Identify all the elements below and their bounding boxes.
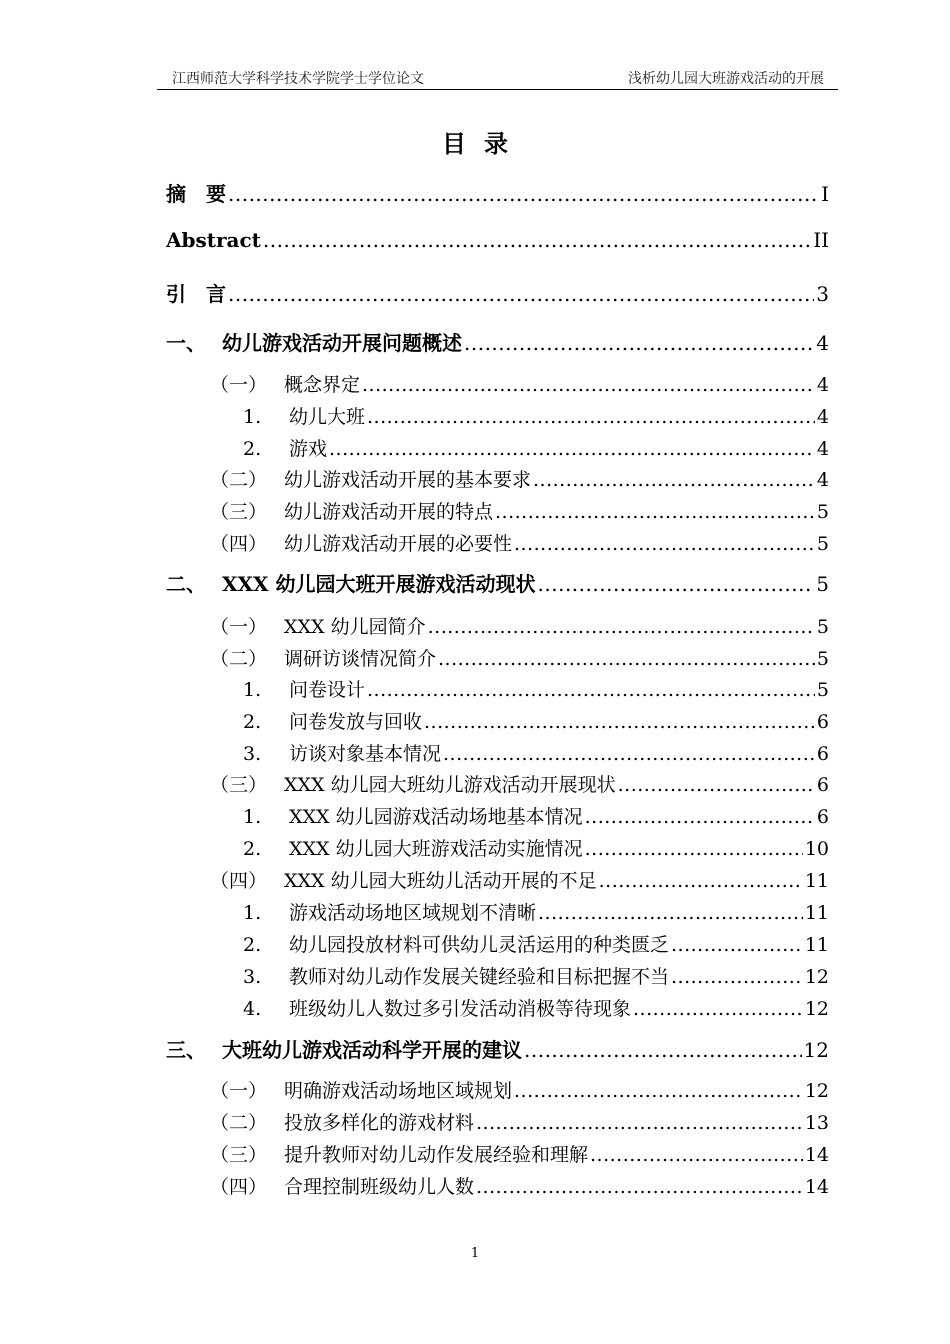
page-title: 目录 [442, 129, 526, 158]
toc-entry-title: XXX 幼儿园大班开展游戏活动现状 [222, 572, 536, 596]
toc-entry-page: 3 [816, 282, 829, 306]
toc-entry-number: 4. [243, 998, 262, 1020]
toc-entry-number: 1. [243, 806, 262, 828]
toc-entry[interactable] [243, 930, 829, 957]
toc-entry-title: 提升教师对幼儿动作发展经验和理解 [284, 1144, 589, 1166]
toc-leader-dots [329, 438, 815, 460]
toc-entry-number: （四） [210, 870, 268, 892]
toc-entry[interactable] [210, 770, 829, 797]
toc-entry[interactable] [243, 402, 829, 429]
toc-entry[interactable] [166, 228, 829, 252]
toc-leader-dots [671, 934, 803, 956]
toc-entry-page: 14 [804, 1176, 829, 1198]
toc-leader-dots [367, 406, 815, 428]
toc-leader-dots [514, 1080, 803, 1102]
toc-entry[interactable] [210, 1140, 829, 1167]
toc-entry-number: （四） [210, 533, 268, 555]
toc-entry-page: 10 [804, 838, 829, 860]
toc-leader-dots [228, 282, 814, 306]
toc-leader-dots [428, 616, 815, 638]
toc-entry[interactable] [243, 962, 829, 989]
toc-leader-dots [599, 870, 803, 892]
toc-entry-page: 6 [816, 743, 829, 765]
toc-entry[interactable] [210, 529, 829, 556]
toc-leader-dots [228, 182, 817, 206]
toc-entry-page: 4 [816, 469, 829, 491]
toc-entry-number: （二） [210, 1112, 268, 1134]
header-divider [157, 89, 838, 90]
toc-entry[interactable] [210, 1108, 829, 1135]
toc-entry-page: 14 [804, 1144, 829, 1166]
toc-entry[interactable] [210, 370, 829, 397]
toc-entry[interactable] [210, 497, 829, 524]
toc-entry-title: 幼儿大班 [289, 406, 366, 428]
toc-leader-dots [538, 572, 815, 596]
toc-entry-title: 调研访谈情况简介 [284, 648, 437, 670]
toc-leader-dots [524, 1038, 802, 1062]
toc-leader-dots [533, 469, 815, 491]
toc-entry[interactable] [210, 1076, 829, 1103]
toc-leader-dots [585, 806, 815, 828]
toc-leader-dots [514, 533, 815, 555]
toc-entry-number: （一） [210, 616, 268, 638]
toc-entry-number: 1. [243, 902, 262, 924]
toc-entry-number: 2. [243, 438, 262, 460]
toc-entry-page: 6 [816, 711, 829, 733]
toc-entry-number: Abstract [166, 228, 261, 252]
toc-entry-title: 大班幼儿游戏活动科学开展的建议 [222, 1038, 522, 1062]
toc-entry-title: 明确游戏活动场地区域规划 [284, 1080, 513, 1102]
toc-leader-dots [362, 374, 815, 396]
toc-entry[interactable] [243, 675, 829, 702]
toc-entry[interactable] [243, 434, 829, 461]
toc-entry-number: （一） [210, 1080, 268, 1102]
toc-entry-title: 班级幼儿人数过多引发活动消极等待现象 [289, 998, 632, 1020]
toc-entry[interactable] [166, 1034, 829, 1063]
toc-entry[interactable] [243, 802, 829, 829]
toc-entry-page: 12 [803, 1038, 829, 1062]
toc-entry-page: 5 [816, 616, 829, 638]
toc-entry-title: 游戏 [289, 438, 328, 460]
toc-entry-page: 5 [816, 533, 829, 555]
toc-entry-title: 幼儿园投放材料可供幼儿灵活运用的种类匮乏 [289, 934, 670, 956]
toc-entry[interactable] [166, 568, 829, 597]
toc-entry-number: 1. [243, 679, 262, 701]
toc-leader-dots [263, 228, 811, 252]
toc-entry-title: 问卷发放与回收 [289, 711, 423, 733]
toc-entry-page: 5 [816, 501, 829, 523]
toc-entry-page: 5 [816, 679, 829, 701]
toc-entry-number: 1. [243, 406, 262, 428]
toc-entry-number: 2. [243, 838, 262, 860]
toc-entry-number: 三、 [166, 1038, 206, 1062]
toc-entry-title: XXX 幼儿园大班幼儿游戏活动开展现状 [284, 774, 616, 796]
toc-leader-dots [476, 1176, 803, 1198]
toc-leader-dots [495, 501, 815, 523]
toc-leader-dots [424, 711, 815, 733]
toc-entry-page: 11 [804, 870, 829, 892]
toc-entry-title: XXX 幼儿园简介 [284, 616, 426, 638]
toc-leader-dots [438, 648, 815, 670]
toc-entry-title: XXX 幼儿园游戏活动场地基本情况 [289, 806, 583, 828]
toc-entry-title: 投放多样化的游戏材料 [284, 1112, 475, 1134]
toc-entry[interactable] [166, 178, 829, 207]
toc-entry-title: XXX 幼儿园大班幼儿活动开展的不足 [284, 870, 597, 892]
toc-entry-page: 12 [804, 1080, 829, 1102]
toc-entry[interactable] [243, 707, 829, 734]
toc-leader-dots [585, 838, 803, 860]
toc-entry-page: II [813, 228, 829, 252]
header-left-title: 江西师范大学科学技术学院学士学位论文 [172, 71, 424, 87]
toc-entry-page: 6 [816, 774, 829, 796]
toc-leader-dots [538, 902, 803, 924]
toc-leader-dots [633, 998, 803, 1020]
toc-entry[interactable] [210, 644, 829, 671]
toc-entry-page: 5 [816, 572, 829, 596]
toc-entry-page: 5 [816, 648, 829, 670]
toc-entry[interactable] [210, 866, 829, 893]
toc-leader-dots [443, 743, 815, 765]
toc-entry-page: 12 [804, 998, 829, 1020]
toc-entry-page: 4 [816, 374, 829, 396]
toc-entry[interactable] [243, 739, 829, 766]
toc-entry-title: 幼儿游戏活动开展的必要性 [284, 533, 513, 555]
toc-entry-title: 问卷设计 [289, 679, 366, 701]
toc-entry[interactable] [243, 994, 829, 1021]
toc-entry-title: XXX 幼儿园大班游戏活动实施情况 [289, 838, 583, 860]
toc-entry-page: I [821, 182, 829, 206]
toc-entry-number: 2. [243, 934, 262, 956]
toc-entry[interactable] [210, 465, 829, 492]
toc-entry-number: 一、 [166, 331, 206, 355]
toc-entry-page: 13 [804, 1112, 829, 1134]
toc-entry-number: 3. [243, 743, 262, 765]
toc-entry-page: 11 [804, 902, 829, 924]
toc-leader-dots [671, 966, 803, 988]
toc-entry[interactable] [243, 834, 829, 861]
toc-entry[interactable] [243, 898, 829, 925]
toc-entry-number: 3. [243, 966, 262, 988]
toc-entry-number: 二、 [166, 572, 206, 596]
toc-leader-dots [618, 774, 815, 796]
toc-entry-number: （三） [210, 1144, 268, 1166]
toc-entry-number: 摘 要 [166, 182, 226, 206]
toc-leader-dots [367, 679, 815, 701]
toc-entry-page: 4 [816, 406, 829, 428]
toc-entry-number: 引 言 [166, 282, 226, 306]
toc-entry-title: 概念界定 [284, 374, 361, 396]
toc-entry-number: （四） [210, 1176, 268, 1198]
toc-leader-dots [476, 1112, 803, 1134]
toc-entry[interactable] [210, 1172, 829, 1199]
toc-entry-number: （三） [210, 774, 268, 796]
toc-entry-page: 11 [804, 934, 829, 956]
toc-entry-page: 12 [804, 966, 829, 988]
toc-entry-number: （三） [210, 501, 268, 523]
toc-entry-page: 6 [816, 806, 829, 828]
toc-entry[interactable] [210, 612, 829, 639]
toc-entry-title: 幼儿游戏活动开展问题概述 [222, 331, 462, 355]
toc-entry-title: 教师对幼儿动作发展关键经验和目标把握不当 [289, 966, 670, 988]
toc-entry-number: （二） [210, 648, 268, 670]
header-right-title: 浅析幼儿园大班游戏活动的开展 [628, 71, 824, 87]
toc-entry-number: （二） [210, 469, 268, 491]
toc-entry-title: 游戏活动场地区域规划不清晰 [289, 902, 537, 924]
toc-entry-title: 访谈对象基本情况 [289, 743, 442, 765]
toc-entry-page: 4 [816, 438, 829, 460]
toc-entry[interactable] [166, 327, 829, 356]
toc-leader-dots [464, 331, 814, 355]
toc-entry-title: 幼儿游戏活动开展的基本要求 [284, 469, 532, 491]
toc-entry-title: 合理控制班级幼儿人数 [284, 1176, 475, 1198]
toc-entry-number: （一） [210, 374, 268, 396]
toc-entry[interactable] [166, 278, 829, 307]
page-number: 1 [470, 1246, 480, 1261]
toc-entry-title: 幼儿游戏活动开展的特点 [284, 501, 494, 523]
toc-entry-number: 2. [243, 711, 262, 733]
toc-entry-page: 4 [816, 331, 829, 355]
toc-leader-dots [590, 1144, 803, 1166]
